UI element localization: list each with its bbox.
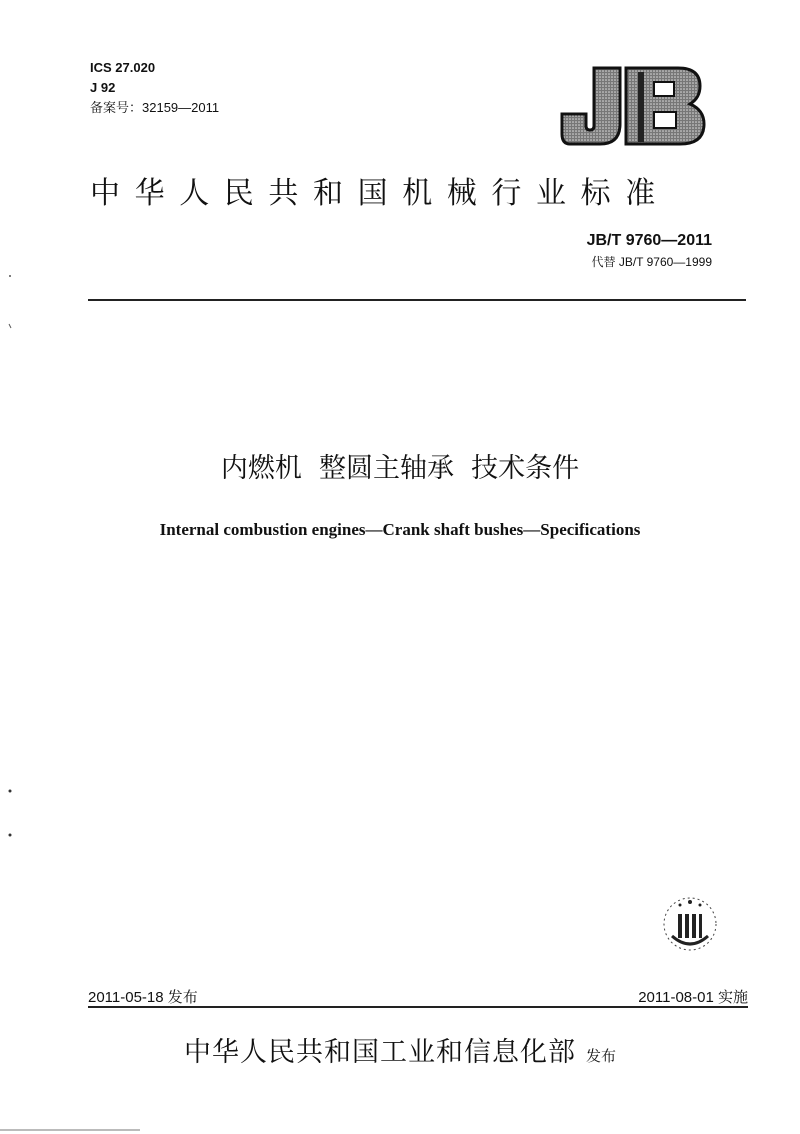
replaces-standard: 代替 JB/T 9760—1999	[591, 255, 712, 269]
jb-logo	[560, 64, 706, 146]
standard-number: JB/T 9760—2011	[586, 232, 712, 249]
ccs-code: J 92	[90, 80, 116, 95]
publish-action: 发布	[585, 1047, 616, 1065]
publisher-seal-icon	[658, 890, 722, 962]
standard-category: 中华人民共和国机械行业标准	[90, 176, 670, 211]
classification-block	[90, 58, 219, 118]
document-title-en: Internal combustion engines—Crank shaft bushes—Specifications	[159, 520, 641, 539]
document-title-cn: 内燃机 整圆主轴承 技术条件	[220, 453, 580, 484]
issue-date: 2011-05-18 发布	[88, 989, 198, 1006]
ics-code: ICS 27.020	[90, 60, 156, 75]
standard-number-block	[587, 230, 712, 272]
record-number: 备案号：32159—2011	[90, 100, 220, 115]
implementation-date: 2011-08-01 实施	[638, 989, 748, 1006]
header-divider	[88, 299, 746, 301]
publisher-line	[0, 1030, 800, 1069]
footer-divider	[88, 1006, 748, 1008]
publisher-org: 中华人民共和国工业和信息化部	[183, 1037, 576, 1068]
